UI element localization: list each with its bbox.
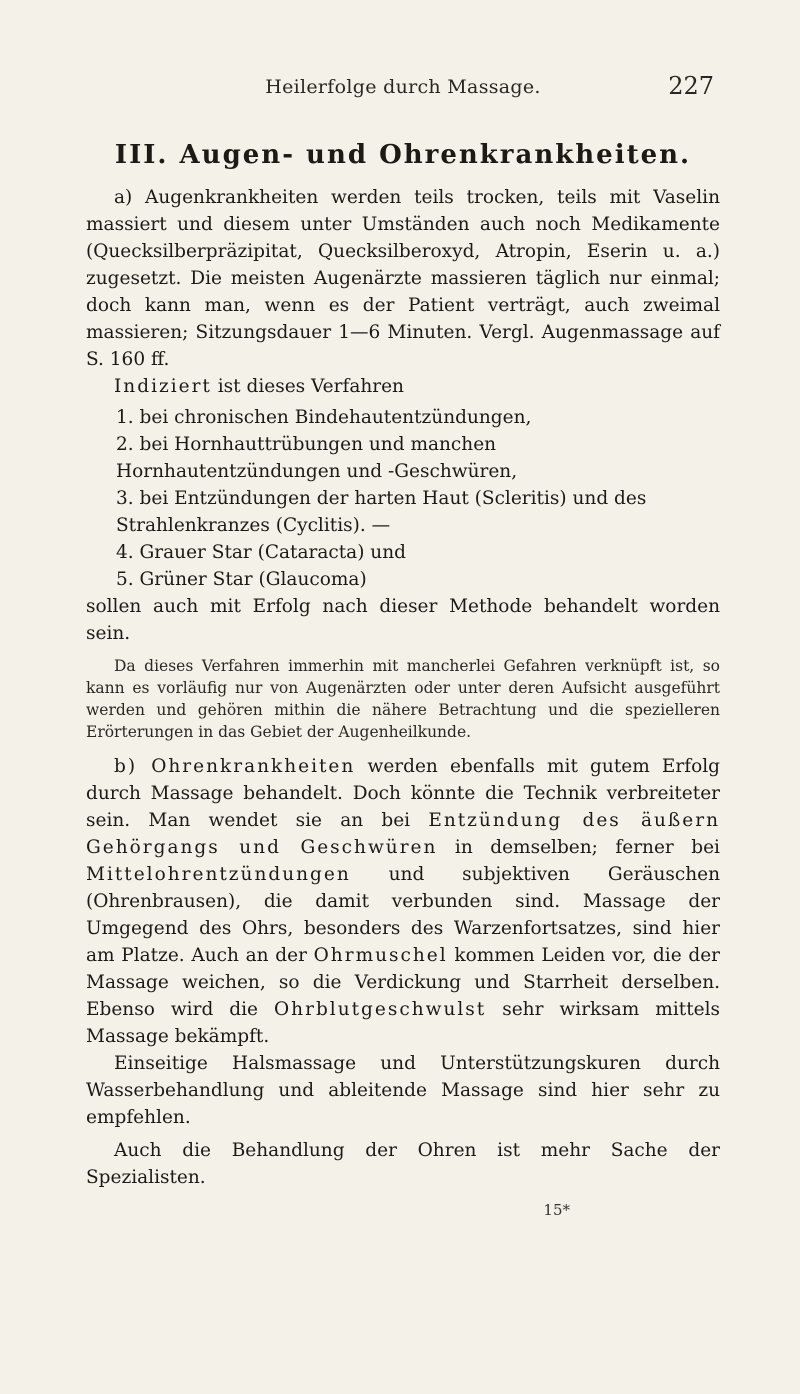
section-b-text: und subjektiven Geräuschen (Ohrenbrausen), die damit verbunden sind. Massage der Umgegend des Ohrs, besonders des Warzenfortsatzes, sind hier am Platze. Auch an der <box>86 864 720 966</box>
term-mittelohr: Mittelohrentzündungen <box>86 864 351 885</box>
indicated-label: Indiziert <box>114 376 212 397</box>
indicated-rest: ist dieses Verfahren <box>217 376 404 397</box>
list-item: 1. bei chronischen Bindehautentzündungen, <box>116 407 532 428</box>
section-heading: III. Augen- und Ohrenkrankheiten. <box>114 140 692 170</box>
note-paragraph: Da dieses Verfahren immerhin mit mancherlei Gefahren verknüpft ist, so kann es vorläufig nur von Augenärzten oder unter deren Aufsicht ausgeführt werden und gehören mithin die nähere Betrachtung und die spezielleren Erörterungen in das Gebiet der Augenheilkunde. <box>86 657 720 741</box>
section-a-intro: a) Augenkrankheiten werden teils trocken, teils mit Vaselin massiert und diesem unter Umständen auch noch Medikamente (Quecksilberpräzipitat, Quecksilberoxyd, Atropin, Eserin u. a.) zugesetzt. Die meisten Augenärzte massieren täglich nur einmal; doch kann man, wenn es der Patient verträgt, auch zweimal massieren; Sitzungsdauer 1—6 Minuten. Vergl. Augenmassage auf S. 160 ff. <box>86 187 720 370</box>
section-b-text: werden ebenfalls mit gutem Erfolg durch Massage behandelt. Doch könnte die Technik verbreiteter sein. Man wendet sie an bei <box>86 756 721 831</box>
list-item: 5. Grüner Star (Glaucoma) <box>116 569 367 590</box>
printer-signature: 15* <box>543 1201 570 1219</box>
list-item: 3. bei Entzündungen der harten Haut (Scleritis) und des Strahlenkranzes (Cyclitis). — <box>116 488 647 536</box>
section-b-text: kommen Leiden vor, die der Massage weichen, so die Verdickung und Starrheit derselben. Ebenso wird die <box>86 945 720 1020</box>
section-b-paragraph <box>86 753 720 1050</box>
running-head <box>86 72 720 112</box>
section-b-label: b) Ohrenkrankheiten <box>114 756 356 777</box>
indicated-line <box>86 373 720 400</box>
closing-line: Auch die Behandlung der Ohren ist mehr Sache der Spezialisten. <box>86 1140 720 1188</box>
running-title: Heilerfolge durch Massage. <box>265 76 541 98</box>
section-b-text: sehr wirksam mittels Massage bekämpft. <box>86 999 720 1047</box>
list-item: 2. bei Hornhauttrübungen und manchen Hornhautentzündungen und -Geschwüren, <box>116 434 518 482</box>
list-item: 4. Grauer Star (Cataracta) und <box>116 542 406 563</box>
term-gehoergang: Entzündung des äußern Gehörgangs und Geschwüren <box>86 810 720 858</box>
after-list-text: sollen auch mit Erfolg nach dieser Methode behandelt worden sein. <box>86 596 720 644</box>
indication-list <box>86 404 720 593</box>
section-b-paragraph-2: Einseitige Halsmassage und Unterstützungskuren durch Wasserbehandlung und ableitende Massage sind hier sehr zu empfehlen. <box>86 1053 720 1128</box>
section-b-text: in demselben; ferner bei <box>454 837 720 858</box>
page-number: 227 <box>668 72 714 100</box>
term-ohrblutgeschwulst: Ohrblutgeschwulst <box>274 999 487 1020</box>
term-ohrmuschel: Ohrmuschel <box>313 945 448 966</box>
